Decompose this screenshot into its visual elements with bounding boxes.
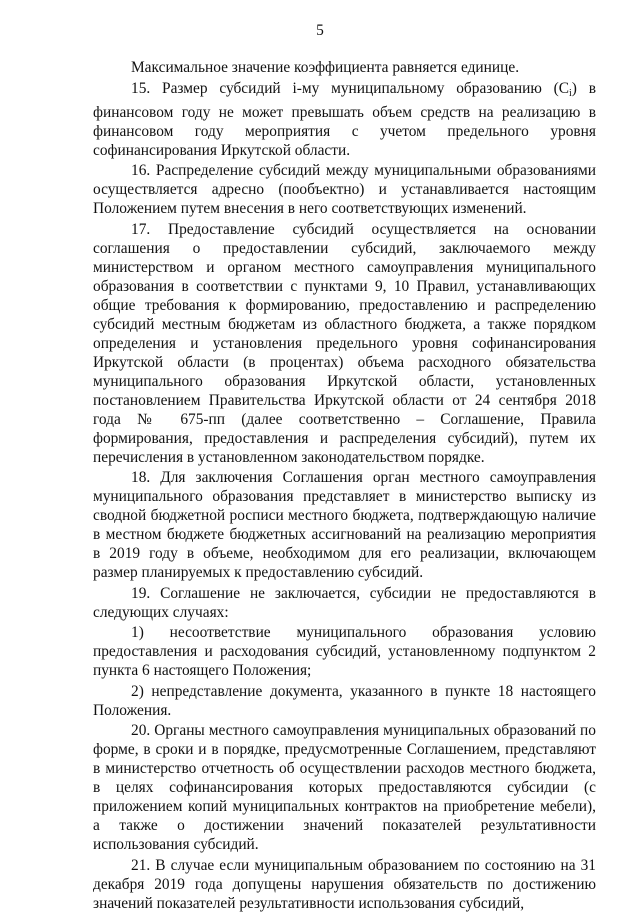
paragraph-16: 16. Распределение субсидий между муниципальными образованиями осуществляется адресно (пообъектно) и устанавливается настоящим Положением путем внесения в него соответствующих изменений. (93, 162, 596, 217)
paragraph-15-subscript: i (569, 87, 572, 99)
paragraph-coefficient: Максимальное значение коэффициента равняется единице. (131, 59, 520, 76)
paragraph-19: 19. Соглашение не заключается, субсидии не предоставляются в следующих случаях: (93, 584, 596, 621)
paragraph-17: 17. Предоставление субсидий осуществляется на основании соглашения о предоставлении субсидий, заключаемого между министерством и органом местного самоуправления муниципального образования в соответствии с пунктами 9, 10 Правил, устанавливающих общие требования к формированию, предоставлению и распределению субсидий местным бюджетам из областного бюджета, а также порядком определения и установления предельного уровня софинансирования Иркутской области (в процентах) объема расходного обязательства муниципального образования Иркутской области, установленных постановлением Правительства Иркутской области от 24 сентября 2018 года № 675-пп (далее соответственно – Соглашение, Правила формирования, предоставления и распределения субсидий), путем их перечисления в установленном законодательством порядке. (93, 220, 596, 466)
paragraph-18: 18. Для заключения Соглашения орган местного самоуправления муниципального образования представляет в министерство выписку из сводной бюджетной росписи местного бюджета, подтверждающую наличие в местном бюджете бюджетных ассигнований на реализацию мероприятия в 2019 году в объеме, необходимом для его реализации, включающем размер планируемых к предоставлению субсидий. (93, 469, 596, 581)
page-number: 5 (316, 22, 324, 39)
paragraph-21: 21. В случае если муниципальным образованием по состоянию на 31 декабря 2019 года допущены нарушения обязательств по достижению значений показателей результативности использования субсидий, (93, 856, 596, 912)
paragraph-15 (93, 79, 596, 160)
paragraph-15-start: 15. Размер субсидий i-му муниципальному образованию (C (131, 79, 570, 97)
paragraph-15-rest: ) в финансовом году не может превышать объем средств на реализацию в финансовом году мероприятия с учетом предельного уровня софинансирования Иркутской области. (93, 79, 596, 159)
document-body (93, 58, 596, 913)
paragraph-20: 20. Органы местного самоуправления муниципальных образований по форме, в сроки и в порядке, предусмотренные Соглашением, представляют в министерство отчетность об осуществлении расходов местного бюджета, в целях софинансирования которых предоставляются субсидии (с приложением копий муниципальных контрактов на приобретение мебели), а также о достижении значений показателей результативности использования субсидий. (93, 722, 596, 853)
paragraph-19-item-2: 2) непредставление документа, указанного в пункте 18 настоящего Положения. (93, 682, 596, 719)
paragraph-19-item-1: 1) несоответствие муниципального образования условию предоставления и расходования субсидий, установленному подпунктом 2 пункта 6 настоящего Положения; (93, 624, 596, 679)
